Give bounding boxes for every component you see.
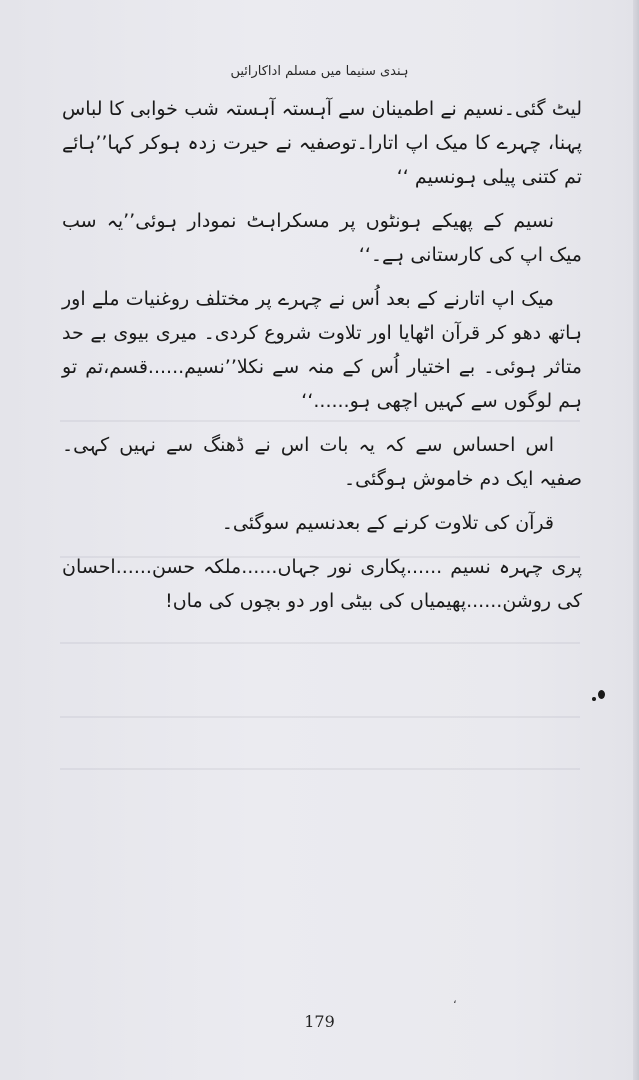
- running-head: ہندی سنیما میں مسلم اداکارائیں: [230, 64, 409, 79]
- ink-speck: [592, 697, 596, 701]
- paragraph: نسیم کے پھیکے ہونٹوں پر مسکراہٹ نمودار ہوئی’’یہ سب میک اپ کی کارستانی ہے۔‘‘: [62, 210, 582, 266]
- bleed-through-line: [60, 642, 580, 644]
- paragraph: لیٹ گئی۔نسیم نے اطمینان سے آہستہ آہستہ شب خوابی کا لباس پہنا، چہرے کا میک اپ اتارا۔توصفیہ نے حیرت زدہ ہوکر کہا’’ہائے تم کتنی پیلی ہونسیم ‘‘: [62, 98, 582, 188]
- stray-mark: ،: [453, 993, 457, 1006]
- paragraph: میک اپ اتارنے کے بعد اُس نے چہرے پر مختلف روغنیات ملے اور ہاتھ دھو کر قرآن اٹھایا اور تلاوت شروع کردی۔ میری بیوی بے حد متاثر ہوئی۔ بے اختیار اُس کے منہ سے نکلا’’نسیم......قسم،تم تو ہم لوگوں سے کہیں اچھی ہو......‘‘: [62, 288, 582, 412]
- paragraph: اس احساس سے کہ یہ بات اس نے ڈھنگ سے نہیں کہی۔ صفیہ ایک دم خاموش ہوگئی۔: [62, 434, 582, 490]
- paragraph: قرآن کی تلاوت کرنے کے بعدنسیم سوگئی۔: [221, 512, 554, 534]
- ink-speck: [598, 690, 605, 699]
- bleed-through-line: [60, 768, 580, 770]
- body-text: [62, 92, 582, 628]
- paragraph: پری چہرہ نسیم ......پکاری نور جہاں......ملکہ حسن......احسان کی روشن......پھیمیاں کی بیٹی اور دو بچوں کی ماں!: [62, 556, 582, 612]
- page-edge: [633, 0, 639, 1080]
- page-number: 179: [304, 1012, 335, 1031]
- bleed-through-line: [60, 716, 580, 718]
